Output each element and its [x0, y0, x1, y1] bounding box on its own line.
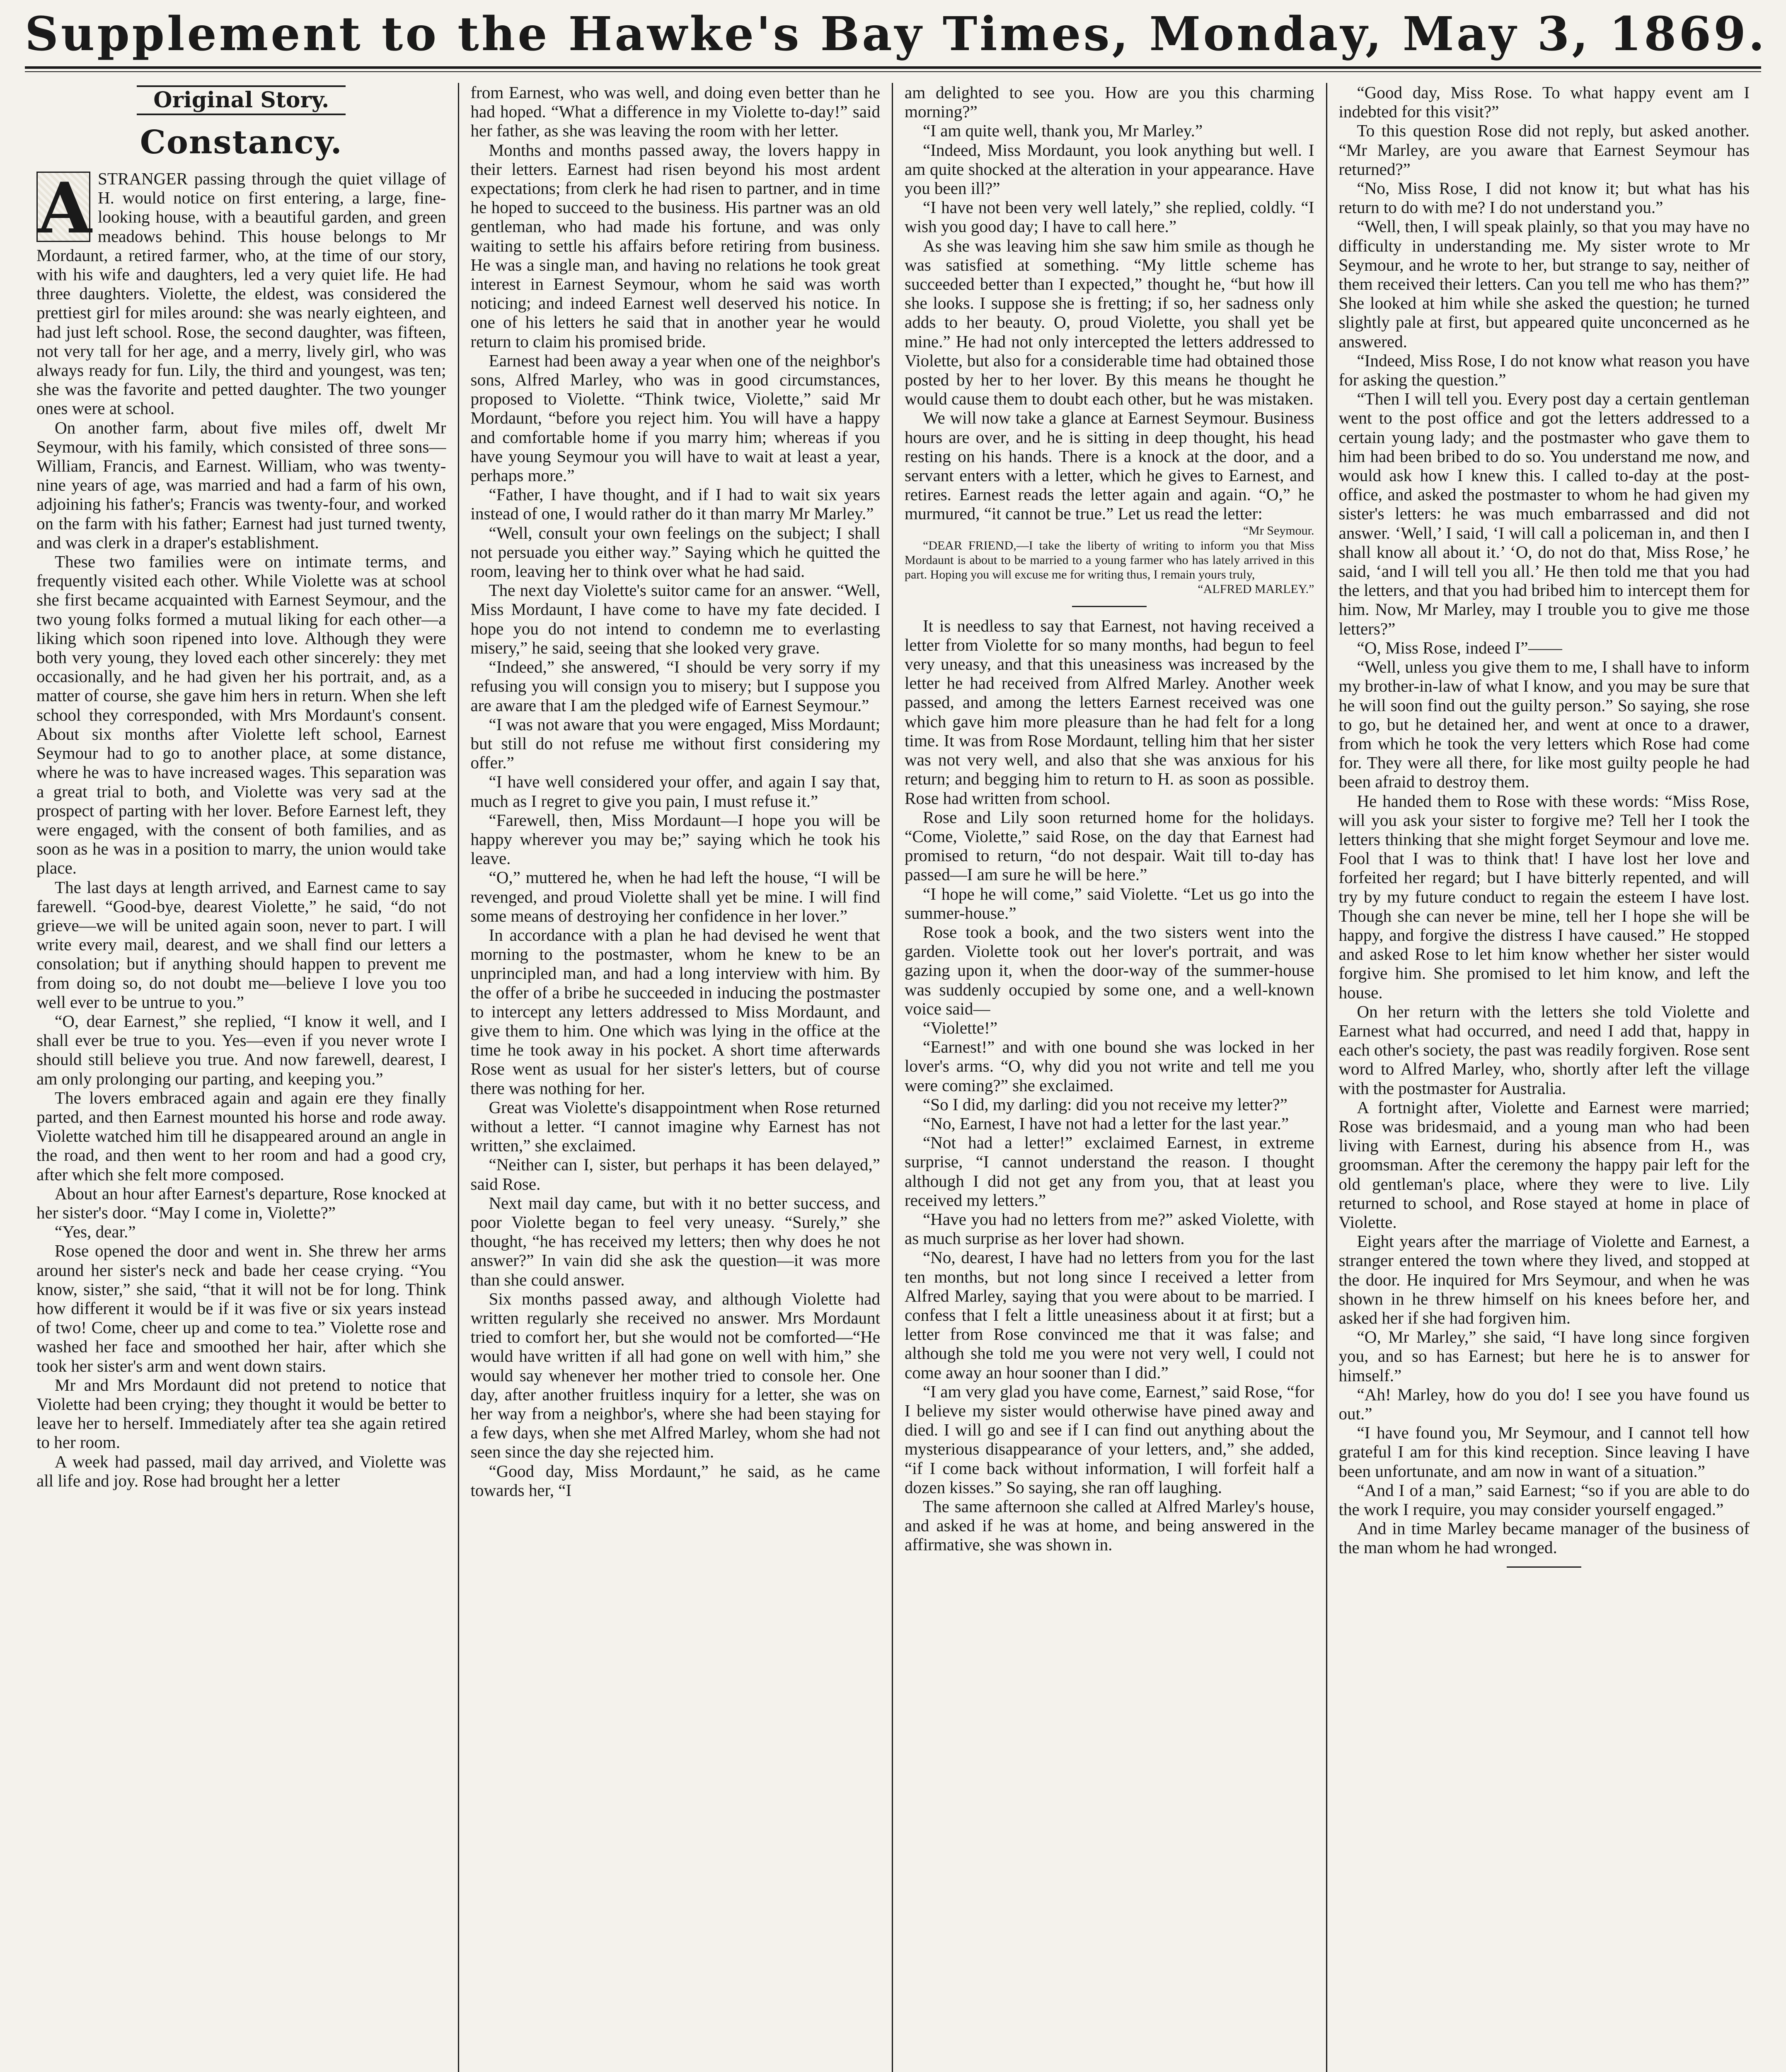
article-paragraph: “O, Miss Rose, indeed I”—— [1357, 638, 1562, 657]
article-paragraph: Six months passed away, and although Violette had written regularly she received no answer. Mrs Mordaunt tried to comfort her, but she would not be comforted—“He would have written if all had gone on well with him,” she would say whenever her mother tried to console her. One day, after another fruitless inquiry for a letter, she was on her way from a neighbor's, where she had been staying for a few days, when she met Alfred Marley, whom she had not seen since the day she rejected him. [470, 1289, 880, 1462]
article-paragraph: “Indeed,” she answered, “I should be very sorry if my refusing you will consign you to misery; but I suppose you are aware that I am the pledged wife of Earnest Seymour.” [470, 657, 880, 715]
article-paragraph: In accordance with a plan he had devised he went that morning to the postmaster, whom he knew to be an unprincipled man, and had a long interview with him. By the offer of a bribe he succeeded in inducing the postmaster to intercept any letters addressed to Miss Mordaunt, and give them to him. One which was lying in the office at the time he took away in his pocket. A short time afterwards Rose went as usual for her sister's letters, but of course there was nothing for her. [470, 925, 880, 1098]
article-paragraph: Months and months passed away, the lovers happy in their letters. Earnest had risen beyond his most ardent expectations; from clerk he had risen to partner, and in time he hoped to succeed to the business. His partner was an old gentleman, who had made his fortune, and was only waiting to settle his affairs before retiring from business. He was a single man, and having no relations he took great interest in Earnest Seymour, whom he said was worth noticing; and indeed Earnest well deserved his notice. In one of his letters he said that in another year he would return to claim his promised bride. [470, 140, 880, 351]
article-paragraph: “Then I will tell you. Every post day a certain gentleman went to the post office and got the letters addressed to a certain young lady; and the postmaster who gave them to him had been bribed to do so. You understand me now, and would ask how I knew this. I called to-day at the post-office, and asked the postmaster to whom he had given my sister's letters: he was much embarrassed and did not answer. ‘Well,’ I said, ‘I will call a policeman in, and then I shall know all about it.’ ‘O, do not do that, Miss Rose,’ he said, ‘and I will tell you all.’ He then told me that you had the letters, and that you had bribed him to intercept them for him. Now, Mr Marley, may I trouble you to give me those letters?” [1338, 389, 1750, 638]
letter-salutation: “Mr Seymour. [1243, 523, 1314, 537]
section-label: Original Story. [36, 85, 446, 115]
article-paragraph: am delighted to see you. How are you this charming morning?” [905, 83, 1314, 121]
article-paragraph: He handed them to Rose with these words: “Miss Rose, will you ask your sister to forgive me? Tell her I took the letters thinking that she might forget Seymour and love me. Fool that I was to think that! I have lost her love and forfeited her regard; but I have bitterly repented, and will try by my future conduct to regain the esteem I have lost. Though she can never be mine, tell her I hope she will be happy, and forgive the distress I have caused.” He stopped and asked Rose to let him know whether her sister would forgive him. She promised to let him know, and left the house. [1338, 791, 1750, 1002]
article-paragraph: Great was Violette's disappointment when Rose returned without a letter. “I cannot imagine why Earnest has not written,” she exclaimed. [470, 1097, 880, 1155]
article-paragraph: “No, Miss Rose, I did not know it; but what has his return to do with me? I do not understand you.” [1338, 179, 1750, 217]
article-paragraph: The next day Violette's suitor came for an answer. “Well, Miss Mordaunt, I have come to have my fate decided. I hope you do not intend to condemn me to everlasting misery,” he said, seeing that she looked very grave. [470, 581, 880, 657]
article-paragraph: “I have found you, Mr Seymour, and I cannot tell how grateful I am for this kind reception. Since leaving I have been unfortunate, and am now in want of a situation.” [1338, 1423, 1750, 1481]
article-paragraph: A fortnight after, Violette and Earnest were married; Rose was bridesmaid, and a young man who had been living with Earnest, during his absence from H., was groomsman. After the ceremony the happy pair left for the old gentleman's place, where they were to live. Lily returned to school, and Rose stayed at home in place of Violette. [1338, 1097, 1750, 1232]
column-4 [1327, 83, 1762, 2072]
article-paragraph: “Well, unless you give them to me, I shall have to inform my brother-in-law of what I know, and you may be sure that he will soon find out the guilty person.” So saying, she rose to go, but he detained her, and went at once to a drawer, from which he took the very letters which Rose had come for. They were all there, for like most guilty people he had been afraid to destroy them. [1338, 657, 1750, 792]
article-paragraph: Rose opened the door and went in. She threw her arms around her sister's neck and bade her cease crying. “You know, sister,” she said, “that it will not be for long. Think how different it would be if it was five or six years instead of two! Come, cheer up and come to tea.” Violette rose and washed her face and smoothed her hair, after which she took her sister's arm and went down stairs. [36, 1241, 446, 1375]
article-paragraph: from Earnest, who was well, and doing even better than he had hoped. “What a difference in my Violette to-day!” said her father, as she was leaving the room with her letter. [470, 83, 880, 140]
article-paragraph: Next mail day came, but with it no better success, and poor Violette began to feel very uneasy. “Surely,” she thought, “he has received my letters; then why does he not answer?” In vain did she ask the question—it was more than she could answer. [470, 1193, 880, 1289]
letter-signature: “ALFRED MARLEY.” [1198, 582, 1314, 596]
article-paragraph: “Yes, dear.” [55, 1222, 136, 1242]
column-3-text-bottom [905, 616, 1314, 1554]
article-paragraph: We will now take a glance at Earnest Seymour. Business hours are over, and he is sitting in deep thought, his head resting on his hands. There is a knock at the door, and a servant enters with a letter, which he gives to Earnest, and retires. Earnest reads the letter again and again. “O,” he murmured, “it cannot be true.” Let us read the letter: [905, 408, 1314, 523]
column-2-text [471, 83, 881, 1500]
article-paragraph: Rose took a book, and the two sisters went into the garden. Violette took out her lover's portrait, and was gazing upon it, when the door-way of the summer-house was suddenly occupied by some one, and a well-known voice said— [905, 922, 1314, 1018]
article-paragraph: “O, Mr Marley,” she said, “I have long since forgiven you, and so has Earnest; but here he is to answer for himself.” [1338, 1327, 1750, 1385]
masthead-rule [25, 66, 1761, 69]
article-paragraph: The last days at length arrived, and Earnest came to say farewell. “Good-bye, dearest Violette,” he said, “do not grieve—we will be united again soon, never to part. I will write every mail, dearest, and we shall find our letters a consolation; but if anything should happen to prevent me from doing so, do not doubt me—believe I love you too well ever to be untrue to you.” [36, 877, 446, 1012]
article-paragraph: On her return with the letters she told Violette and Earnest what had occurred, and need I add that, happy in each other's society, the past was readily forgiven. Rose sent word to Alfred Marley, who, shortly after left the village with the postmaster for Australia. [1338, 1002, 1750, 1098]
article-paragraph: “And I of a man,” said Earnest; “so if you are able to do the work I require, you may consider yourself engaged.” [1338, 1480, 1750, 1519]
article-paragraph: It is needless to say that Earnest, not having received a letter from Violette for so many months, had begun to feel very uneasy, and that this uneasiness was increased by the letter he had received from Alfred Marley. Another week passed, and among the letters Earnest received was one which gave him more pleasure than he had felt for a long time. It was from Rose Mordaunt, telling him that her sister was not very well, and also that she was anxious for his return; and begging him to return to H. as soon as possible. Rose had written from school. [905, 616, 1314, 808]
masthead-rule-thin [25, 71, 1761, 72]
column-4-text [1339, 83, 1750, 1557]
article-paragraph: “Violette!” [923, 1018, 998, 1037]
article-paragraph: “So I did, my darling: did you not receive my letter?” [923, 1094, 1287, 1114]
column-1-text [36, 169, 446, 1490]
article-paragraph: “I am quite well, thank you, Mr Marley.” [923, 121, 1203, 140]
article-columns [25, 83, 1761, 2072]
article-paragraph: Earnest had been away a year when one of the neighbor's sons, Alfred Marley, who was in good circumstances, proposed to Violette. “Think twice, Violette,” said Mr Mordaunt, “before you reject him. You will have a happy and comfortable home if you marry him; whereas if you have young Seymour you will have to wait at least a year, perhaps more.” [470, 351, 880, 485]
article-paragraph: “Ah! Marley, how do you do! I see you have found us out.” [1338, 1385, 1750, 1423]
article-paragraph: STRANGER passing through the quiet village of H. would notice on first entering, a large, fine-looking house, with a beautiful garden, and green meadows behind. This house belongs to Mr Mordaunt, a retired farmer, who, at the time of our story, with his wife and daughters, led a very quiet life. He had three daughters. Violette, the eldest, was considered the prettiest girl for miles around: she was nearly eighteen, and had just left school. Rose, the second daughter, was fifteen, not very tall for her age, and a merry, lively girl, who was always ready for fun. Lily, the third and youngest, was ten; she was the favorite and petted daughter. The two younger ones were at school. [36, 169, 446, 418]
article-paragraph: “No, Earnest, I have not had a letter for the last year.” [923, 1113, 1289, 1133]
masthead-title: Supplement to the Hawke's Bay Times, Monday, May 3, 1869. [25, 7, 1767, 61]
article-paragraph: As she was leaving him she saw him smile as though he was satisfied at something. “My little scheme has succeeded better than I expected,” thought he, “but how ill she looks. I suppose she is fretting; if so, her sadness only adds to her beauty. O, proud Violette, you shall yet be mine.” He had not only intercepted the letters addressed to Violette, but also for a considerable time had obtained those posted by her to her lover. By this means he thought he would cause them to doubt each other, but he was mistaken. [905, 236, 1314, 409]
article-paragraph: “Good day, Miss Mordaunt,” he said, as he came towards her, “I [470, 1461, 880, 1500]
article-paragraph: The same afternoon she called at Alfred Marley's house, and asked if he was at home, and being answered in the affirmative, she was shown in. [905, 1497, 1314, 1554]
column-2 [459, 83, 893, 2072]
letter-divider [1072, 606, 1147, 607]
article-paragraph: “Indeed, Miss Mordaunt, you look anything but well. I am quite shocked at the alteration in your appearance. Have you been ill?” [905, 140, 1314, 198]
article-paragraph: And in time Marley became manager of the business of the man whom he had wronged. [1338, 1519, 1750, 1557]
letter-body: “DEAR FRIEND,—I take the liberty of writing to inform you that Miss Mordaunt is about to be married to a young farmer who has lately arrived in this part. Hoping you will excuse me for writing thus, I remain yours truly, [905, 538, 1314, 581]
article-paragraph: “Earnest!” and with one bound she was locked in her lover's arms. “O, why did you not write and tell me you were coming?” she exclaimed. [905, 1037, 1314, 1095]
story-end-rule [1507, 1566, 1581, 1568]
article-paragraph: “O, dear Earnest,” she replied, “I know it well, and I shall ever be true to you. Yes—even if you never wrote I should still believe you true. And now farewell, dearest, I am only prolonging our parting, and keeping you.” [36, 1011, 446, 1088]
article-paragraph: The lovers embraced again and again ere they finally parted, and then Earnest mounted his horse and rode away. Violette watched him till he disappeared around an angle in the road, and then went to her room and had a good cry, after which she felt more composed. [36, 1088, 446, 1184]
article-paragraph: “Farewell, then, Miss Mordaunt—I hope you will be happy wherever you may be;” saying which he took his leave. [470, 810, 880, 868]
article-paragraph: “Well, consult your own feelings on the subject; I shall not persuade you either way.” Saying which he quitted the room, leaving her to think over what he had said. [470, 523, 880, 581]
article-paragraph: “I have not been very well lately,” she replied, coldly. “I wish you good day; I have to call here.” [905, 198, 1314, 236]
drop-cap-initial: A [36, 172, 90, 242]
article-paragraph: Rose and Lily soon returned home for the holidays. “Come, Violette,” said Rose, on the day that Earnest had promised to return, “do not despair. Wait till to-day has passed—I am sure he will be here.” [905, 807, 1314, 884]
article-paragraph: “I have well considered your offer, and again I say that, much as I regret to give you pain, I must refuse it.” [470, 772, 880, 811]
article-paragraph: A week had passed, mail day arrived, and Violette was all life and joy. Rose had brought her a letter [36, 1452, 446, 1490]
article-paragraph: These two families were on intimate terms, and frequently visited each other. While Violette was at school she first became acquainted with Earnest Seymour, and the two young folks formed a mutual liking for each other—a liking which soon ripened into love. Although they were both very young, they loved each other sincerely: they met occasionally, and he had given her his portrait, and, as a matter of course, she gave him hers in return. When she left school they corresponded, with Mrs Mordaunt's consent. About six months after Violette left school, Earnest Seymour had to go to another place, at some distance, where he was to have increased wages. This separation was a great trial to both, and Violette was very sad at the prospect of parting with her lover. Before Earnest left, they were engaged, with the consent of both families, and as soon as he was in a position to marry, the union would take place. [36, 552, 446, 878]
article-paragraph: “Indeed, Miss Rose, I do not know what reason you have for asking the question.” [1338, 351, 1750, 390]
article-paragraph: “O,” muttered he, when he had left the house, “I will be revenged, and proud Violette shall yet be mine. I will find some means of destroying her confidence in her lover.” [470, 868, 880, 925]
article-paragraph: “No, dearest, I have had no letters from you for the last ten months, but not long since I received a letter from Alfred Marley, saying that you were about to be married. I confess that I felt a little uneasiness about it at first; but a letter from Rose convinced me that it was false; and although she told me you were not very well, I could not come away an hour sooner than I did.” [905, 1248, 1314, 1382]
column-1 [25, 83, 459, 2072]
column-3 [893, 83, 1327, 2072]
article-paragraph: “I am very glad you have come, Earnest,” said Rose, “for I believe my sister would otherwise have pined away and died. I will go and see if I can find out anything about the mysterious disappearance of your letters, and,” she added, “if I come back without information, I will forfeit half a dozen kisses.” So saying, she ran off laughing. [905, 1382, 1314, 1497]
column-3-text-top [905, 83, 1314, 523]
article-paragraph: About an hour after Earnest's departure, Rose knocked at her sister's door. “May I come in, Violette?” [36, 1184, 446, 1222]
article-paragraph: “Neither can I, sister, but perhaps it has been delayed,” said Rose. [470, 1155, 880, 1193]
article-paragraph: “Have you had no letters from me?” asked Violette, with as much surprise as her lover had shown. [905, 1209, 1314, 1248]
article-paragraph: To this question Rose did not reply, but asked another. “Mr Marley, are you aware that Earnest Seymour has returned?” [1338, 121, 1750, 179]
article-paragraph: On another farm, about five miles off, dwelt Mr Seymour, with his family, which consisted of three sons—William, Francis, and Earnest. William, who was twenty-nine years of age, was married and had a farm of his own, adjoining his father's; Francis was twenty-four, and worked on the farm with his father; Earnest had just turned twenty, and was clerk in a draper's establishment. [36, 418, 446, 552]
story-title: Constancy. [140, 123, 343, 161]
article-paragraph: “Father, I have thought, and if I had to wait six years instead of one, I would rather do it than marry Mr Marley.” [470, 485, 880, 523]
article-paragraph: “Well, then, I will speak plainly, so that you may have no difficulty in understanding me. My sister wrote to Mr Seymour, and he wrote to her, but strange to say, neither of them received their letters. Can you tell me who has them?” She looked at him while she asked the question; he turned slightly pale at first, but appeared quite unconcerned as he answered. [1338, 217, 1750, 351]
article-paragraph: Mr and Mrs Mordaunt did not pretend to notice that Violette had been crying; they thought it would be better to leave her to herself. Immediately after tea she again retired to her room. [36, 1375, 446, 1452]
article-paragraph: “I hope he will come,” said Violette. “Let us go into the summer-house.” [905, 884, 1314, 922]
article-paragraph: Eight years after the marriage of Violette and Earnest, a stranger entered the town where they lived, and stopped at the door. He inquired for Mrs Seymour, and when he was shown in he threw himself on his knees before her, and asked her if she had forgiven him. [1338, 1232, 1750, 1327]
article-paragraph: “Good day, Miss Rose. To what happy event am I indebted for this visit?” [1338, 83, 1750, 121]
article-paragraph: “Not had a letter!” exclaimed Earnest, in extreme surprise, “I cannot understand the reason. I thought although I did not get any from you, that at least you received my letters.” [905, 1133, 1314, 1210]
article-paragraph: “I was not aware that you were engaged, Miss Mordaunt; but still do not refuse me without first considering my offer.” [470, 714, 880, 772]
